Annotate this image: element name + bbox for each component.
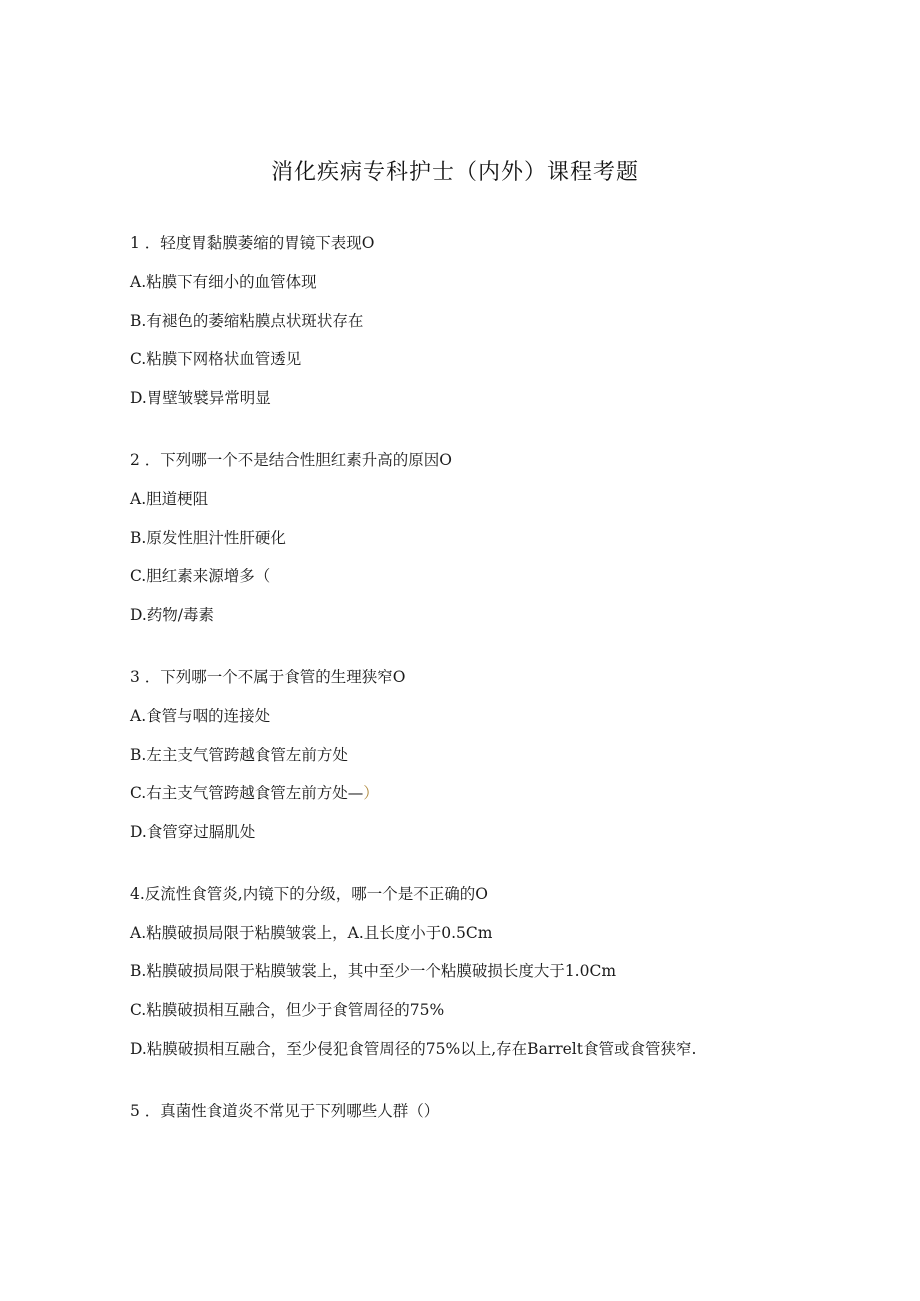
question-3-option-c-mark: ） [363,784,379,802]
question-1-option-d: D.胃壁皱襞异常明显 [130,389,271,407]
question-4-option-c: C.粘膜破损相互融合，但少于食管周径的75% [130,1001,445,1019]
question-1-option-b: B.有褪色的萎缩粘膜点状斑状存在 [130,312,364,330]
question-3-option-c: C.右主支气管跨越食管左前方处— [130,784,364,802]
question-3-stem: 3 ．下列哪一个不属于食管的生理狭窄O [130,668,406,686]
question-1-option-a: A.粘膜下有细小的血管体现 [130,273,317,291]
question-3-option-c-row [130,783,379,803]
question-4-stem: 4.反流性食管炎,内镜下的分级，哪一个是不正确的O [130,885,488,903]
question-2-option-b: B.原发性胆汁性肝硬化 [130,529,286,547]
question-2-option-c: C.胆红素来源增多（ [130,567,271,585]
question-4-option-d: D.粘膜破损相互融合，至少侵犯食管周径的75%以上,存在Barrelt食管或食管狭窄. [130,1040,697,1058]
page-title: 消化疾病专科护士（内外）课程考题 [270,160,639,185]
question-1-stem: 1 ．轻度胃黏膜萎缩的胃镜下表现O [130,234,375,252]
question-2-option-d: D.药物/毒素 [130,606,215,624]
question-3-option-b: B.左主支气管跨越食管左前方处 [130,746,348,764]
question-4-option-b: B.粘膜破损局限于粘膜皱裳上，其中至少一个粘膜破损长度大于1.0Cm [130,962,617,980]
question-4-option-a: A.粘膜破损局限于粘膜皱裳上，A.且长度小于0.5Cm [130,924,493,942]
question-5-stem: 5 ．真菌性食道炎不常见于下列哪些人群（） [130,1102,440,1120]
question-1-option-c: C.粘膜下网格状血管透见 [130,350,302,368]
question-2-option-a: A.胆道梗阻 [130,490,209,508]
question-3-option-d: D.食管穿过膈肌处 [130,823,256,841]
question-3-option-a: A.食管与咽的连接处 [130,707,271,725]
question-2-stem: 2 ．下列哪一个不是结合性胆红素升高的原因O [130,451,452,469]
